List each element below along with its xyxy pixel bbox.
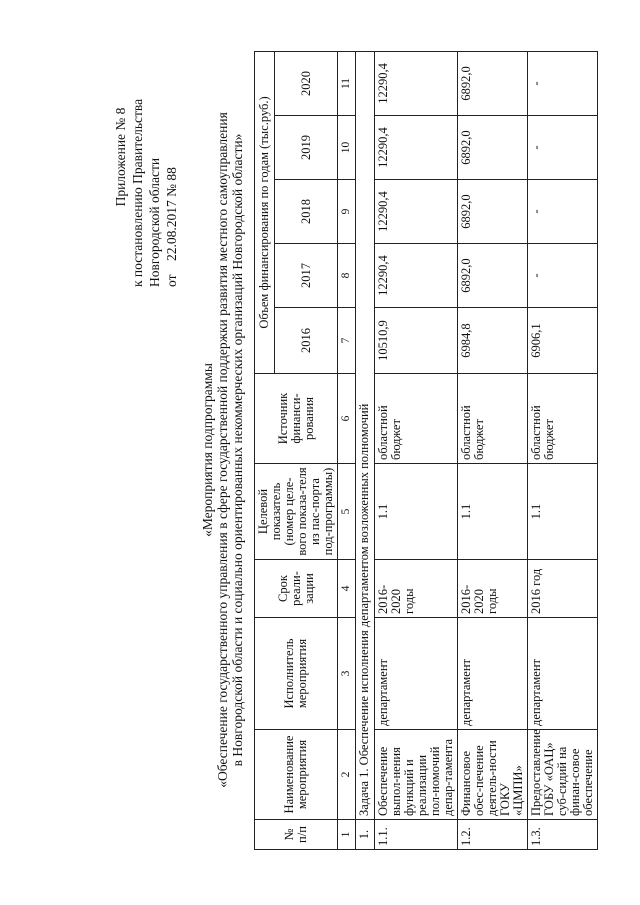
table-row xyxy=(528,51,598,849)
column-number: 11 xyxy=(338,51,356,115)
column-number: 8 xyxy=(338,244,356,308)
date-prefix: от xyxy=(164,274,179,287)
row-name: Финансовое обес-печение деятель-ности ГОКУ «ЦМПИ» xyxy=(458,730,528,820)
header-name: Наименование мероприятия xyxy=(255,730,338,820)
appendix-title: Приложение № 8 xyxy=(113,107,128,207)
header-source: Источник финанси-рования xyxy=(255,374,338,464)
header-num: № п/п xyxy=(255,820,338,850)
column-number: 4 xyxy=(338,560,356,618)
appendix-line-1: к постановлению Правительства xyxy=(130,98,145,287)
heading-line-2: «Обеспечение государственного управления в сфере государственной поддержки развития местного самоуправления xyxy=(215,112,230,788)
row-num: 1.3. xyxy=(528,820,598,850)
task-text: Задача 1. Обеспечение исполнения департаментом возложенных полномочий xyxy=(356,51,375,819)
row-indicator: 1.1 xyxy=(528,464,598,560)
row-value: - xyxy=(528,180,598,244)
appendix-block xyxy=(112,27,180,287)
row-value: - xyxy=(528,116,598,180)
column-number: 5 xyxy=(338,464,356,560)
row-name: Обеспечение выпол-нения функций и реализации пол-номочий депар-тамента xyxy=(375,730,458,820)
task-row xyxy=(356,51,375,849)
row-value: 12290,4 xyxy=(375,244,458,308)
row-value: - xyxy=(528,244,598,308)
row-source: областной бюджет xyxy=(528,374,598,464)
header-year: 2017 xyxy=(275,244,338,308)
table-row xyxy=(375,51,458,849)
row-num: 1.1. xyxy=(375,820,458,850)
column-number: 2 xyxy=(338,730,356,820)
document-heading xyxy=(200,55,245,845)
row-name: Предоставление ГОБУ «ОАЦ» суб-сидий на финан-совое обеспечение xyxy=(528,730,598,820)
row-indicator: 1.1 xyxy=(375,464,458,560)
row-value: 6906,1 xyxy=(528,308,598,374)
header-executor: Исполнитель мероприятия xyxy=(255,618,338,730)
header-funding: Объем финансирования по годам (тыс.руб.) xyxy=(255,51,275,373)
row-value: 6984,8 xyxy=(458,308,528,374)
header-row-1 xyxy=(255,51,275,849)
row-value: 12290,4 xyxy=(375,51,458,115)
header-term: Срок реали-зации xyxy=(255,560,338,618)
column-number: 9 xyxy=(338,180,356,244)
measures-table xyxy=(254,51,598,850)
table-row xyxy=(458,51,528,849)
row-value: 10510,9 xyxy=(375,308,458,374)
row-value: 12290,4 xyxy=(375,116,458,180)
header-indicator: Целевой показатель (номер целе-вого показа-теля из пас-порта под-программы) xyxy=(255,464,338,560)
appendix-line-2: Новгородской области xyxy=(147,157,162,287)
row-value: 6892,0 xyxy=(458,244,528,308)
header-year: 2019 xyxy=(275,116,338,180)
row-executor: департамент xyxy=(375,618,458,730)
row-value: 6892,0 xyxy=(458,116,528,180)
row-term: 2016-2020 годы xyxy=(458,560,528,618)
heading-line-3: в Новгородской области и социально ориентированных некоммерческих организаций Новгородской области» xyxy=(230,133,245,767)
row-term: 2016-2020 годы xyxy=(375,560,458,618)
row-num: 1.2. xyxy=(458,820,528,850)
row-value: 6892,0 xyxy=(458,180,528,244)
column-number: 7 xyxy=(338,308,356,374)
appendix-date xyxy=(163,27,180,287)
column-number: 6 xyxy=(338,374,356,464)
row-term: 2016 год xyxy=(528,560,598,618)
row-executor: департамент xyxy=(528,618,598,730)
column-number: 10 xyxy=(338,116,356,180)
row-source: областной бюджет xyxy=(458,374,528,464)
header-year: 2020 xyxy=(275,51,338,115)
header-year: 2018 xyxy=(275,180,338,244)
date-value: 22.08.2017 № 88 xyxy=(164,167,179,262)
row-value: 6892,0 xyxy=(458,51,528,115)
row-source: областной бюджет xyxy=(375,374,458,464)
heading-line-1: «Мероприятия подпрограммы xyxy=(200,363,215,537)
header-year: 2016 xyxy=(275,308,338,374)
column-number: 1 xyxy=(338,820,356,850)
column-number-row xyxy=(338,51,356,849)
column-number: 3 xyxy=(338,618,356,730)
row-value: - xyxy=(528,51,598,115)
row-indicator: 1.1 xyxy=(458,464,528,560)
row-executor: департамент xyxy=(458,618,528,730)
row-value: 12290,4 xyxy=(375,180,458,244)
task-num: 1. xyxy=(356,820,375,850)
